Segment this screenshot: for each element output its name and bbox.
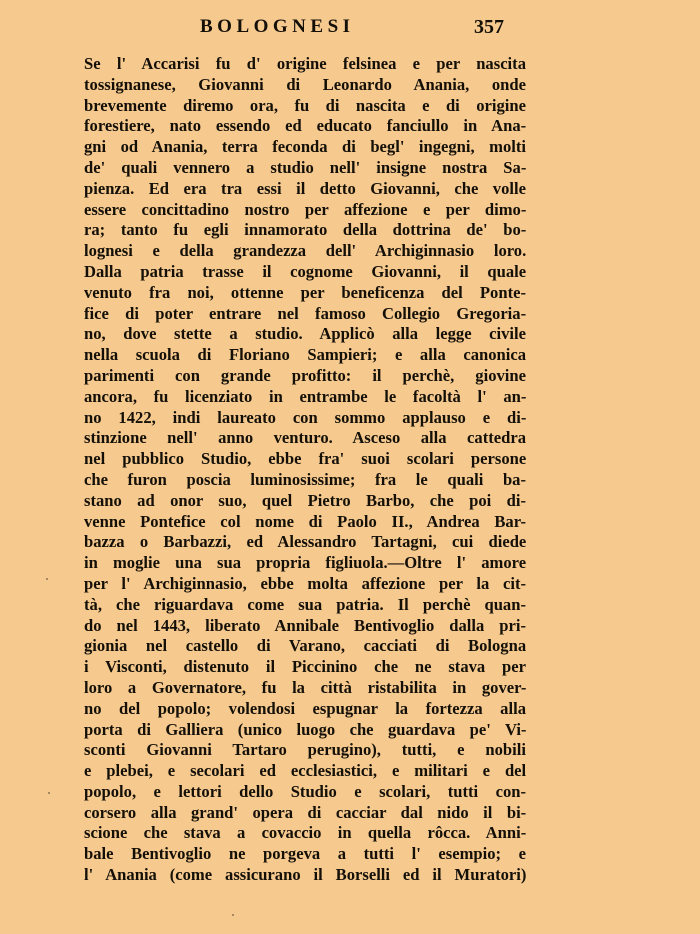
- text-line: bazza o Barbazzi, ed Alessandro Tartagni, cui diede: [84, 532, 527, 552]
- text-line: Dalla patria trasse il cognome Giovanni, il quale: [84, 261, 527, 281]
- text-line: i Visconti, distenuto il Piccinino che ne stava per: [84, 657, 526, 677]
- text-line: fice di poter entrare nel famoso Collegio Gregoria-: [84, 303, 527, 323]
- text-line: ancora, fu licenziato in entrambe le facoltà l' an-: [84, 386, 527, 406]
- running-title: BOLOGNESI: [200, 16, 355, 37]
- text-line: stano ad onor suo, quel Pietro Barbo, che poi di-: [84, 490, 526, 510]
- text-line: no del popolo; volendosi espugnar la fortezza alla: [84, 698, 526, 718]
- text-line: no, dove stette a studio. Applicò alla legge civile: [84, 324, 526, 344]
- text-line: nel pubblico Studio, ebbe fra' suoi scolari persone: [84, 449, 527, 469]
- text-line: de' quali vennero a studio nell' insigne nostra Sa-: [84, 157, 527, 177]
- text-line: stinzione nell' anno venturo. Asceso alla cattedra: [84, 428, 526, 448]
- text-line: gni od Anania, terra feconda di begl' ingegni, molti: [84, 137, 526, 157]
- print-speck: [232, 914, 234, 916]
- print-speck: [46, 578, 48, 580]
- text-line: scione che stava a covaccio in quella rôcca. Anni-: [84, 823, 527, 843]
- text-line: gionia nel castello di Varano, cacciati di Bologna: [84, 636, 527, 656]
- text-line: sconti Giovanni Tartaro perugino), tutti, e nobili: [84, 740, 526, 760]
- text-line: l' Anania (come assicurano il Borselli ed il Muratori): [84, 865, 527, 885]
- text-line: tossignanese, Giovanni di Leonardo Anania, onde: [84, 74, 526, 94]
- text-line: venne Pontefice col nome di Paolo II., Andrea Bar-: [84, 511, 526, 531]
- text-line: in moglie una sua propria figliuola.—Oltre l' amore: [84, 553, 527, 573]
- text-line: nella scuola di Floriano Sampieri; e alla canonica: [84, 345, 527, 365]
- text-line: venuto fra noi, ottenne per beneficenza del Ponte-: [84, 282, 526, 302]
- text-line: bale Bentivoglio ne porgeva a tutti l' esempio; e: [84, 844, 526, 864]
- text-line: ra; tanto fu egli innamorato della dottrina de' bo-: [84, 220, 527, 240]
- text-line: tà, che riguardava come sua patria. Il perchè quan-: [84, 594, 526, 614]
- text-line: corsero alla grand' opera di cacciar dal nido il bi-: [84, 802, 527, 822]
- text-line: pienza. Ed era tra essi il detto Giovanni, che volle: [84, 178, 526, 198]
- text-line: parimenti con grande profitto: il perchè, giovine: [84, 365, 526, 385]
- text-line: no 1422, indi laureato con sommo applauso e di-: [84, 407, 527, 427]
- text-line: essere concittadino nostro per affezione e per dimo-: [84, 199, 527, 219]
- text-line: che furon poscia luminosissime; fra le quali ba-: [84, 469, 526, 489]
- page-number: 357: [474, 16, 504, 38]
- text-line: forestiere, nato essendo ed educato fanciullo in Ana-: [84, 116, 527, 136]
- text-line: popolo, e lettori dello Studio e scolari, tutti con-: [84, 781, 526, 801]
- text-line: loro a Governatore, fu la città ristabilita in gover-: [84, 677, 527, 697]
- text-line: porta di Galliera (unico luogo che guardava pe' Vi-: [84, 719, 527, 739]
- text-line: e plebei, e secolari ed ecclesiastici, e militari e del: [84, 761, 527, 781]
- text-line: per l' Archiginnasio, ebbe molta affezione per la cit-: [84, 573, 526, 593]
- page-header: [0, 14, 700, 44]
- text-line: do nel 1443, liberato Annibale Bentivoglio dalla pri-: [84, 615, 527, 635]
- text-line: lognesi e della grandezza dell' Archiginnasio loro.: [84, 241, 527, 261]
- body-text: [84, 54, 526, 886]
- print-speck: [48, 792, 50, 794]
- text-line: Se l' Accarisi fu d' origine felsinea e per nascita: [84, 54, 526, 73]
- text-line: brevemente diremo ora, fu di nascita e di origine: [84, 95, 526, 115]
